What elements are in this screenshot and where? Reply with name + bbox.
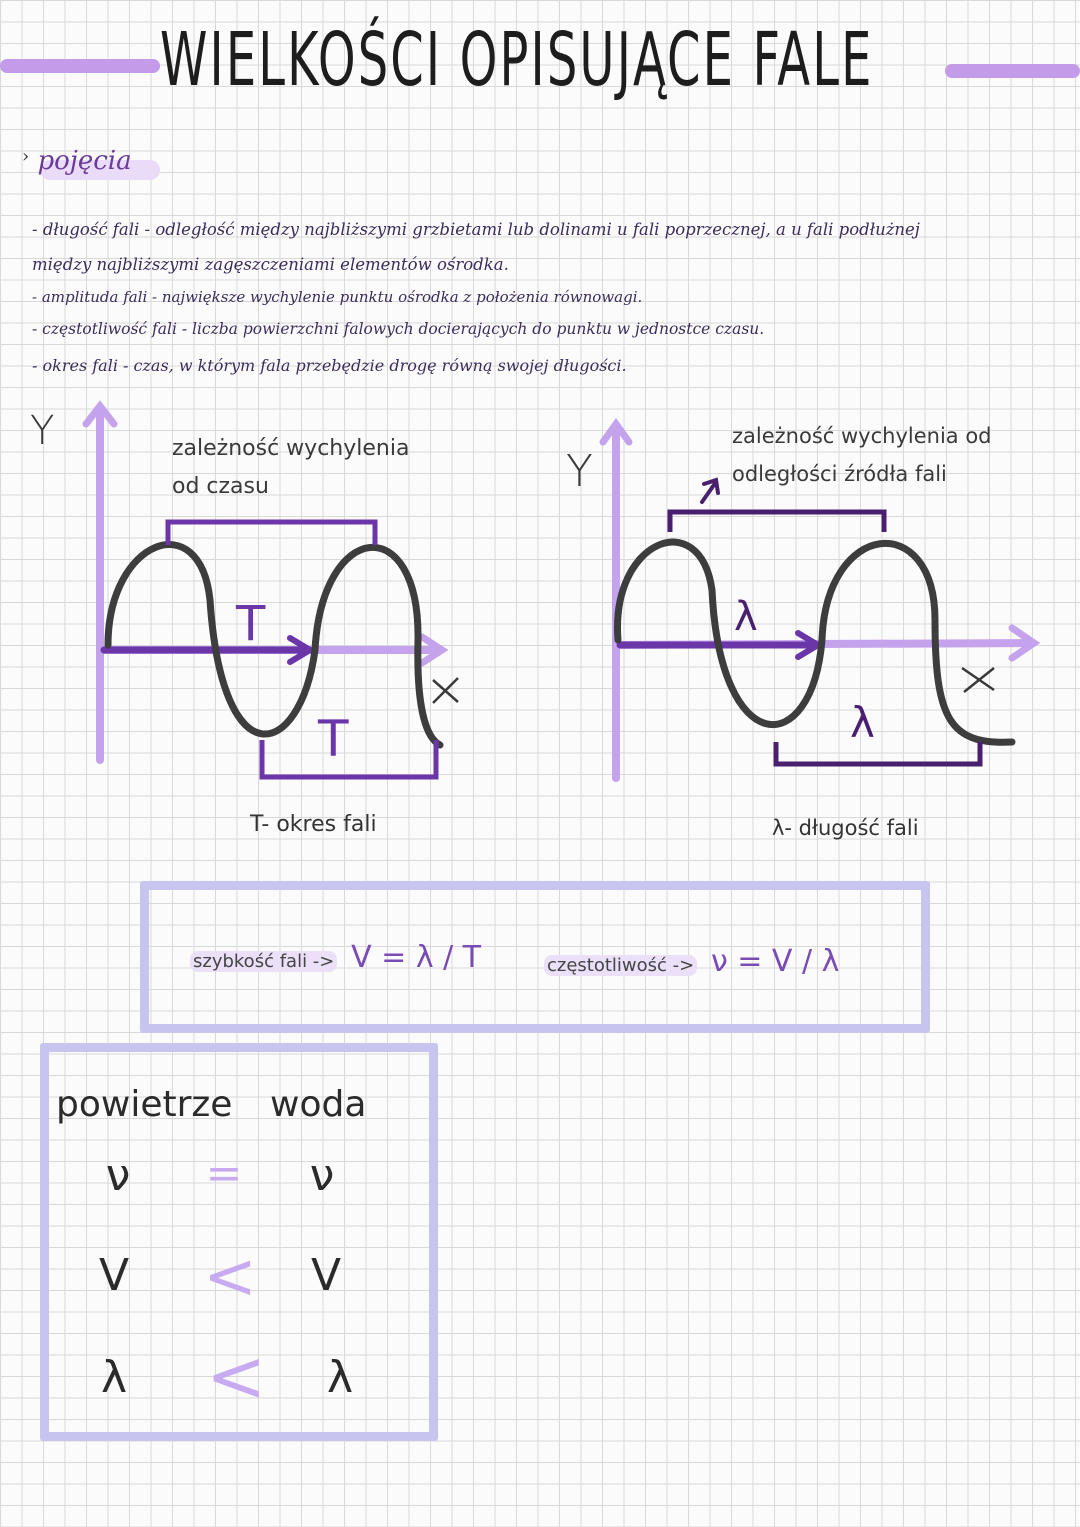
definition-period: - okres fali - czas, w którym fala przebędzie drogę równą swojej długości. [32,356,627,375]
wavelength-symbol-bottom: λ [850,698,875,747]
time-graph-y-label: Y [30,408,55,454]
section-label-text: pojęcia [37,146,132,176]
frequency-formula-text: ν = V / λ [710,944,840,979]
media-header-air: powietrze [56,1084,233,1125]
period-symbol-bottom: T [318,710,349,768]
distance-graph-caption-2: odległości źródła fali [732,462,947,486]
time-graph-caption-1: zależność wychylenia [172,436,410,461]
row1-water: ν [309,1150,335,1201]
distance-graph-y-label: Y [566,446,593,497]
period-legend [250,812,377,837]
row3-relation: < [206,1334,267,1418]
row1-air: ν [105,1150,131,1201]
definition-amplitude: - amplituda fali - największe wychylenie punktu ośrodka z położenia równowagi. [32,288,643,306]
definition-wavelength-cont: między najbliższymi zagęszczeniami elementów ośrodka. [32,255,509,274]
row2-relation: < [203,1240,257,1314]
page-title: WIELKOŚCI OPISUJĄCE FALE [160,17,874,103]
section-label: › pojęcia [22,146,132,176]
row3-water: λ [326,1352,354,1403]
speed-formula [190,940,481,975]
wavelength-legend [772,816,919,840]
speed-formula-text: V = λ / T [351,940,482,975]
time-graph-caption-2: od czasu [172,474,269,499]
period-symbol-top: T [236,596,266,652]
row2-water: V [310,1250,342,1301]
wavelength-symbol-top: λ [734,594,758,640]
frequency-label: częstotliwość -> [544,955,697,976]
time-graph [86,406,458,777]
row1-relation: = [205,1148,243,1199]
frequency-formula [544,944,839,979]
definition-frequency: - częstotliwość fali - liczba powierzchni falowych docierających do punktu w jednostce czasu. [32,320,765,338]
row2-air: V [98,1250,130,1301]
wavelength-legend-text: λ- długość fali [772,816,919,840]
media-header-water: woda [270,1084,367,1125]
speed-label: szybkość fali -> [190,951,337,972]
definition-wavelength: - długość fali - odległość między najbliższymi grzbietami lub dolinami u fali poprzecznej, a u fali podłużnej [32,220,920,239]
period-legend-text: T- okres fali [250,812,377,837]
row3-air: λ [100,1352,128,1403]
distance-graph-caption-1: zależność wychylenia od [732,424,992,448]
